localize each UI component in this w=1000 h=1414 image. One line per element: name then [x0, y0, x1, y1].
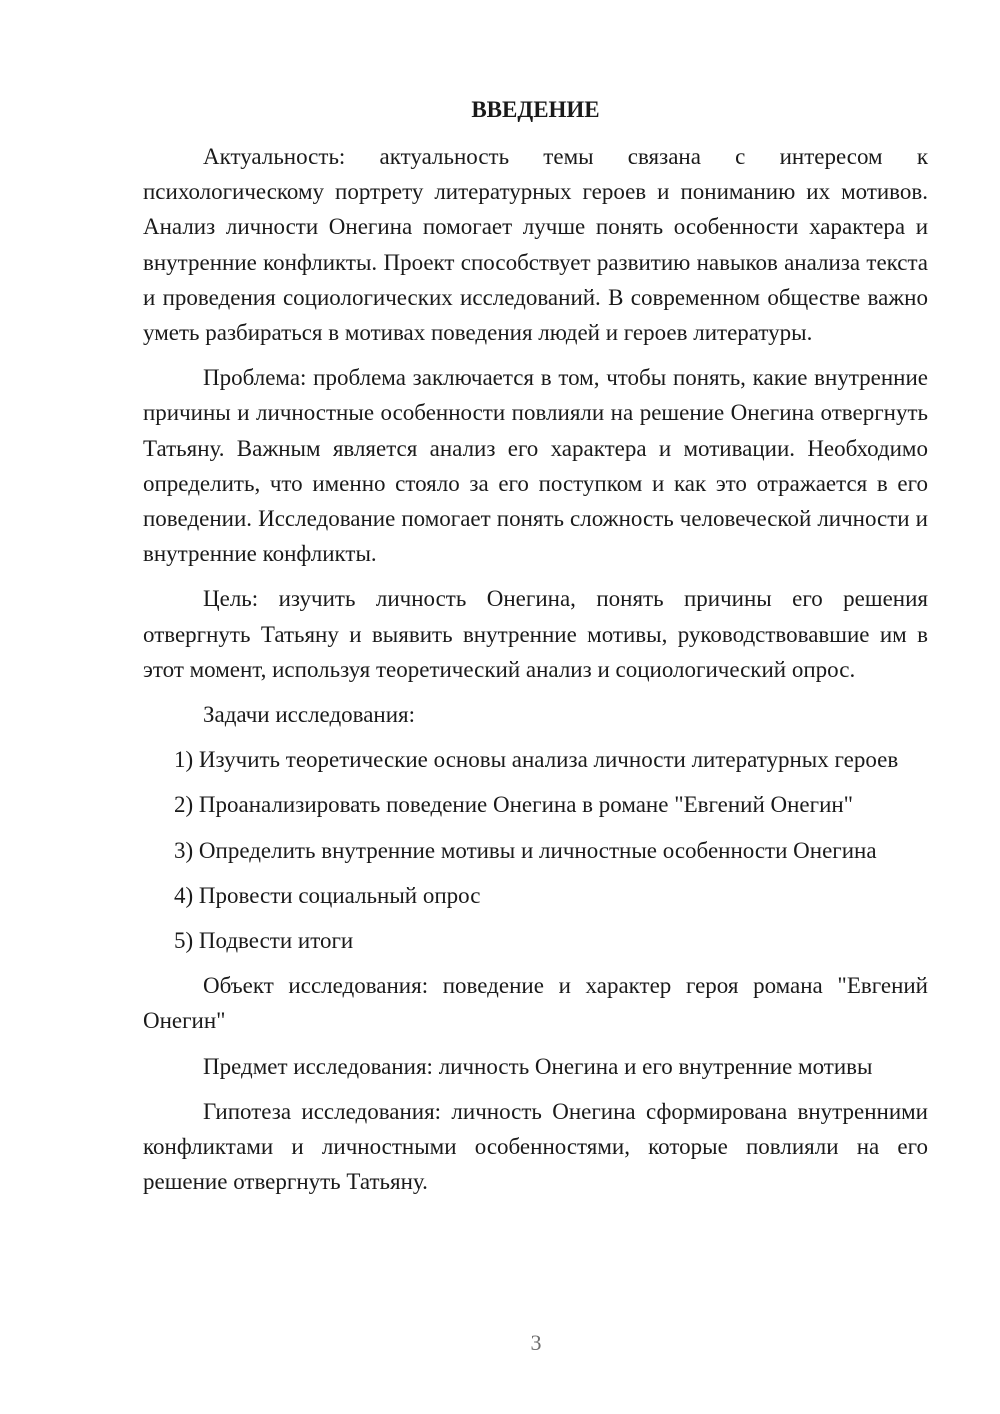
task-item: 4) Провести социальный опрос: [174, 882, 481, 908]
task-item: 3) Определить внутренние мотивы и личностные особенности Онегина: [174, 837, 877, 863]
page-content: [143, 92, 928, 1209]
problem-paragraph: Проблема: проблема заключается в том, чтобы понять, какие внутренние причины и личностные особенности повлияли на решение Онегина отвергнуть Татьяну. Важным является анализ его характера и мотивации. Необходимо определить, что именно стояло за его поступком и как это отражается в его поведении. Исследование помогает понять сложность человеческой личности и внутренние конфликты.: [143, 365, 928, 567]
relevance-paragraph: Актуальность: актуальность темы связана с интересом к психологическому портрету литературных героев и пониманию их мотивов. Анализ личности Онегина помогает лучше понять особенности характера и внутренние конфликты. Проект способствует развитию навыков анализа текста и проведения социологических исследований. В современном обществе важно уметь разбираться в мотивах поведения людей и героев литературы.: [143, 144, 928, 346]
tasks-heading: Задачи исследования:: [203, 702, 416, 728]
page-number: 3: [530, 1330, 542, 1355]
subject-paragraph: Предмет исследования: личность Онегина и его внутренние мотивы: [203, 1053, 873, 1079]
task-item: 5) Подвести итоги: [174, 928, 354, 954]
goal-paragraph: Цель: изучить личность Онегина, понять причины его решения отвергнуть Татьяну и выявить внутренние мотивы, руководствовавшие им в этот момент, используя теоретический анализ и социологический опрос.: [143, 586, 928, 682]
task-item: 1) Изучить теоретические основы анализа личности литературных героев: [174, 747, 899, 773]
object-paragraph: Объект исследования: поведение и характер героя романа "Евгений Онегин": [143, 973, 928, 1034]
hypothesis-paragraph: Гипотеза исследования: личность Онегина сформирована внутренними конфликтами и личностными особенностями, которые повлияли на его решение отвергнуть Татьяну.: [143, 1098, 928, 1195]
task-item: 2) Проанализировать поведение Онегина в романе "Евгений Онегин": [174, 792, 854, 818]
page-title: ВВЕДЕНИЕ: [471, 97, 600, 122]
